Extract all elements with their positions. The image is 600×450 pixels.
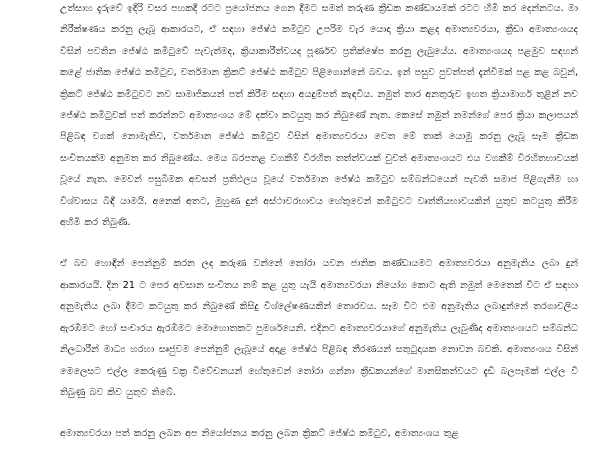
paragraph-2: ඒ බව හොඳින් පෙන්නුම් කරන ලද කරුණ වන්නේ තෝරා යවන ජාතික කණ්ඩායමට අමාත්‍යවරයා අනුමැතිය ලබා දුන් ආකාරයයි. දින 21 ට පෙර අවසාන සංචිතය නම් කළ යුතු යැයි අමාත්‍යවරයා නියෝග කොට ඇති නමුත් මෙතෙක් වීට ඒ සඳහා අනුමැතිය ලබා දීමට කටයුතු කර නිබුණේ කිසිදු විශ්ලේෂණයකින් තොරවය. සෑම විට එම අනුමැතිය ලබාදුන්නේ තරගාවලිය ඇරඹීමට හෝ සංචාරය ඇරඹීමට මොහොතකට පුමර්ශයෙනි. එදිනට අමාත්‍යවරයාගේ අනුමැතිය ලැබුණිද අමාත්‍යංශයට සම්බන්ධ නිලධාරීන් මාධ්‍ය හරහා සෘජුවම පෙන්නුම් ලැබූයේ අදාළ ජේෂ්ඨ පිළිබඳ තීරණයන් සතුටුදායක නොවන බවකි. අමාත්‍යංශය විසින් මෙලෙසට එල්ල කෙරුණු වක්‍ර විවේචනයන් හේතුවෙන් තෝරා ගන්නා ක්‍රීඩකයන්ගේ මානසිකත්වයට දැඩි බලපෑමක් එල්ල වී තිබුණු බව කිව යුතුව තිබේ. xyxy=(60,258,578,398)
paragraph-gap xyxy=(60,403,578,423)
paragraph-1: උත්සාහ දැරුවේ ඉදිරි වසර පහකදී රටට ප්‍රයෝජනය ගෙන දීමට සමත් තරුණ ක්‍රීඩක කණ්ඩායමක් රටට හිමි කර දෙන්නටය. මා නිරීක්ෂණය කරනු ලැබූ ආකාරයට, ඒ සඳහා ජේෂ්ඨ කමිටුව උපරිම වැර යොදා ක්‍රියා කළද අමාත්‍යවරයා, ක්‍රීඩා අමාත්‍යංශයද විසින් පවතින ජේෂ්ඨ කමිටුවේ පැවැත්මද, ක්‍රියාකාරීත්වයද පූර්ණව ප්‍රතික්ෂේප කරනු ලැබුයේය. අමාත්‍යංශයද පළමුව සඳහන් කළේ ජාතික ජේෂ්ඨ කමිටුව, වර්තමාන ක්‍රිකට් ජේෂ්ඨ කමිටුව පිළිගොන්නේ බවය. ඉන් පසුව පුවත්පත් දැන්වීමක් පළ කළ බවුන්, ක්‍රිකට් ජේෂ්ඨ කමිටුවට නව සාමාජිකයන් පත් කිරීම සඳහා අයදුම්පත් කැඳවීය. නමුත් තාර අනතුරුව ඉහත ක්‍රියාමාර්ග තුළින් නව ජේෂ්ඨ කමිටුවක් පත් කරන්නට අමාත්‍යංශය මේ දක්වා කටයුතු කර නිබුණේ නැත. කෙසේ නමුත් නමන්ගේ පෙර ක්‍රියා කලාපයන් පිළිබඳ වගක් නොමැතිව, වර්තමාන ජේෂ්ඨ කමිටුව විසින් අමාත්‍යවරයා වෙත මේ තාක් යොමු කරනු ලැබූ සෑම ක්‍රීඩක සංචිතයක්ම අනුමත කර නිබුණේය. මෙය බරපතළ වගකීම් විරහිත තත්ත්වයක් වුවත් අමාත්‍යංශයට එය වගකීම් විරහිතභාවයක් වූයේ නැත. මෙවන් පසුබිමක අවසන් ප්‍රතිඵලය වූයේ වර්තමාන ජේෂ්ඨ කමිටුව සම්බන්ධයෙන් පැවති සමාජ පිළිගැනීම හා විශ්වාසය බිඳී යාමයි. අනෙක් අතට, මුහුණ දුන් අස්ථාවරභාවය හේතුවෙන් කමිටුවට වෘත්තීයභාවයකින් යුතුව කටයුතු කිරීම අහිමි කර තිබුණි. xyxy=(60,3,578,229)
paragraph-3: අමාත්‍යවරයා පත් කරනු ලබන අප නියෝජනය කරනු ලබන ක්‍රිකට් ජේෂ්ඨ කමිටුව, අමාත්‍යංශය තුළ xyxy=(60,428,459,440)
paragraph-gap xyxy=(60,233,578,253)
